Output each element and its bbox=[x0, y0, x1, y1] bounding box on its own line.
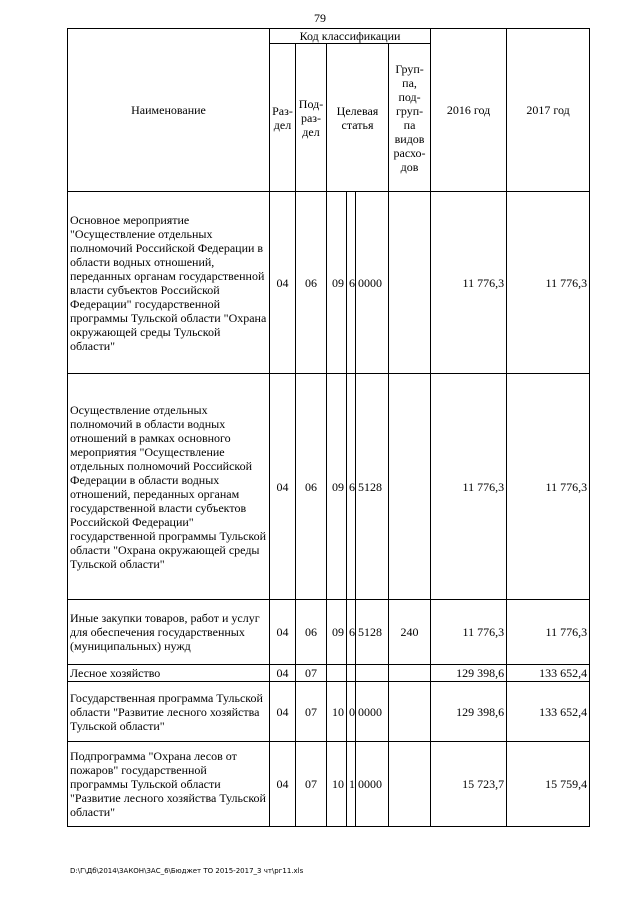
row-expense-type bbox=[389, 374, 431, 600]
budget-table bbox=[67, 28, 590, 827]
header-expense-type: Груп- па, под- груп- па видов расхо- дов bbox=[389, 44, 431, 192]
row-target-subprogram: 6 bbox=[347, 600, 356, 665]
header-name: Наименование bbox=[68, 29, 270, 192]
row-target-program: 09 bbox=[327, 374, 347, 600]
row-razdel: 04 bbox=[270, 374, 296, 600]
row-razdel: 04 bbox=[270, 600, 296, 665]
row-amount-2016: 11 776,3 bbox=[431, 192, 507, 374]
header-year-2016: 2016 год bbox=[431, 29, 507, 192]
table-row bbox=[68, 374, 590, 600]
table-row bbox=[68, 742, 590, 827]
row-amount-2017: 133 652,4 bbox=[507, 682, 590, 742]
row-expense-type bbox=[389, 742, 431, 827]
header-year-2017: 2017 год bbox=[507, 29, 590, 192]
row-target-subprogram: 6 bbox=[347, 374, 356, 600]
file-path-footer: D:\Г\Дб\2014\ЗАКОН\ЗАС_6\Бюджет ТО 2015-2017_3 чт\рг11.xls bbox=[70, 867, 304, 875]
row-amount-2017: 133 652,4 bbox=[507, 665, 590, 682]
row-target-program: 10 bbox=[327, 742, 347, 827]
row-target-direction: 0000 bbox=[356, 192, 389, 374]
row-expense-type: 240 bbox=[389, 600, 431, 665]
page-number: 79 bbox=[314, 11, 326, 25]
header-target-article: Целевая статья bbox=[327, 44, 389, 192]
row-name: Подпрограмма "Охрана лесов от пожаров" государственной программы Тульской области "Развитие лесного хозяйства Тульской области" bbox=[68, 742, 270, 827]
row-podrazdel: 06 bbox=[296, 600, 327, 665]
row-amount-2016: 129 398,6 bbox=[431, 682, 507, 742]
row-target-direction: 0000 bbox=[356, 682, 389, 742]
row-name: Основное мероприятие "Осуществление отдельных полномочий Российской Федерации в области водных отношений, переданных органам государственной власти субъектов Российской Федерации" государственной программы Тульской области "Охрана окружающей среды Тульской области" bbox=[68, 192, 270, 374]
row-podrazdel: 06 bbox=[296, 192, 327, 374]
row-name: Иные закупки товаров, работ и услуг для обеспечения государственных (муниципальных) нужд bbox=[68, 600, 270, 665]
row-expense-type bbox=[389, 192, 431, 374]
row-razdel: 04 bbox=[270, 742, 296, 827]
row-target-subprogram: 1 bbox=[347, 742, 356, 827]
row-amount-2016: 15 723,7 bbox=[431, 742, 507, 827]
row-expense-type bbox=[389, 665, 431, 682]
row-razdel: 04 bbox=[270, 192, 296, 374]
row-amount-2016: 11 776,3 bbox=[431, 600, 507, 665]
row-target-program: 09 bbox=[327, 600, 347, 665]
row-name: Лесное хозяйство bbox=[68, 665, 270, 682]
row-amount-2016: 11 776,3 bbox=[431, 374, 507, 600]
row-name: Государственная программа Тульской области "Развитие лесного хозяйства Тульской области" bbox=[68, 682, 270, 742]
header-classification: Код классификации bbox=[270, 29, 431, 44]
row-target-program: 09 bbox=[327, 192, 347, 374]
row-target-subprogram: 6 bbox=[347, 192, 356, 374]
row-razdel: 04 bbox=[270, 665, 296, 682]
row-amount-2017: 15 759,4 bbox=[507, 742, 590, 827]
row-target-program: 10 bbox=[327, 682, 347, 742]
row-expense-type bbox=[389, 682, 431, 742]
row-podrazdel: 07 bbox=[296, 665, 327, 682]
table-header-row bbox=[68, 29, 590, 44]
table-row bbox=[68, 600, 590, 665]
table-row bbox=[68, 682, 590, 742]
row-amount-2017: 11 776,3 bbox=[507, 600, 590, 665]
row-target-direction: 5128 bbox=[356, 374, 389, 600]
header-podrazdel: Под- раз- дел bbox=[296, 44, 327, 192]
row-name: Осуществление отдельных полномочий в области водных отношений в рамках основного мероприятия "Осуществление отдельных полномочий Российской Федерации в области водных отношений, переданных органам государственной власти субъектов Российской Федерации" государственной программы Тульской области "Охрана окружающей среды Тульской области" bbox=[68, 374, 270, 600]
row-target-subprogram: 0 bbox=[347, 682, 356, 742]
row-amount-2017: 11 776,3 bbox=[507, 374, 590, 600]
row-razdel: 04 bbox=[270, 682, 296, 742]
row-amount-2017: 11 776,3 bbox=[507, 192, 590, 374]
row-target-program bbox=[327, 665, 347, 682]
row-target-subprogram bbox=[347, 665, 356, 682]
row-amount-2016: 129 398,6 bbox=[431, 665, 507, 682]
header-razdel: Раз- дел bbox=[270, 44, 296, 192]
table-row bbox=[68, 665, 590, 682]
table-row bbox=[68, 192, 590, 374]
row-target-direction: 5128 bbox=[356, 600, 389, 665]
row-podrazdel: 07 bbox=[296, 682, 327, 742]
row-podrazdel: 07 bbox=[296, 742, 327, 827]
row-target-direction: 0000 bbox=[356, 742, 389, 827]
row-podrazdel: 06 bbox=[296, 374, 327, 600]
row-target-direction bbox=[356, 665, 389, 682]
